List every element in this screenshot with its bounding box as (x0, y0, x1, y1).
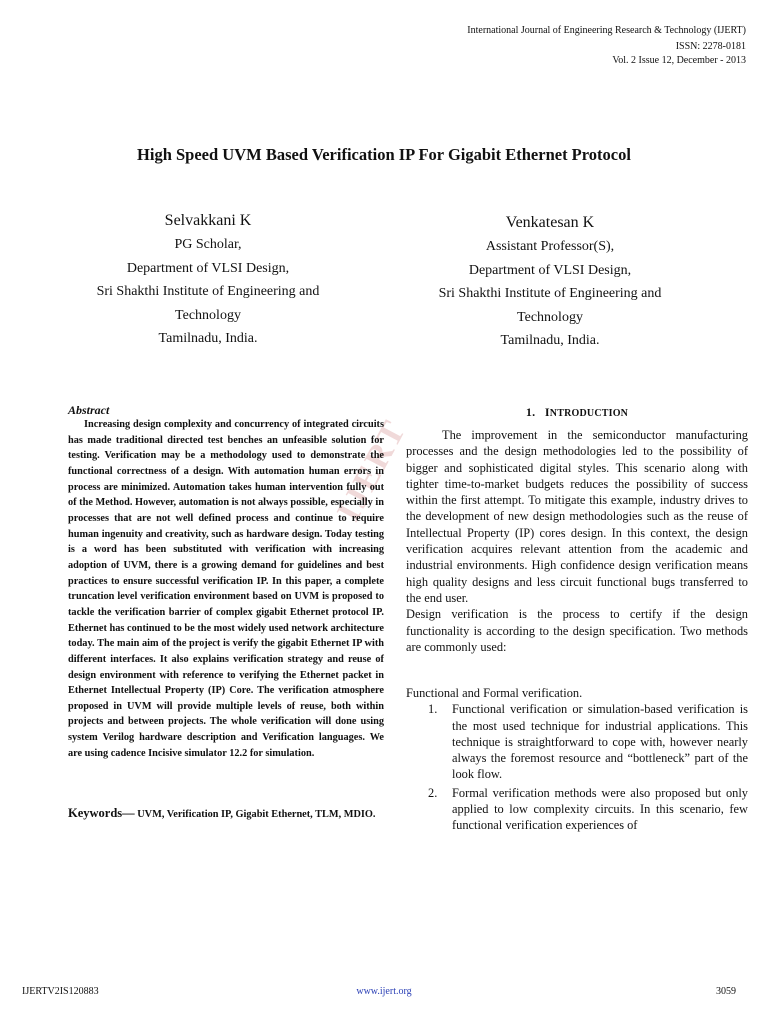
intro-paragraph-2: Design verification is the process to certify if the design functionality is according to the design specification. Two methods are commonly used: (406, 607, 748, 654)
keywords-text: UVM, Verification IP, Gigabit Ethernet, TLM, MDIO. (134, 809, 376, 820)
abstract-heading: Abstract (68, 403, 110, 417)
author-role: PG Scholar, (174, 237, 242, 252)
list-item-number: 2. (428, 785, 438, 800)
author-institute: Sri Shakthi Institute of Engineering and (438, 286, 662, 301)
introduction-body (406, 427, 748, 655)
list-item (406, 701, 748, 782)
author-location: Tamilnadu, India. (158, 331, 258, 346)
list-item-text: Functional verification or simulation-based verification is the most used technique for industrial applications. This technique is straightforward to cope with, however nearly always the foremost resource and “bottleneck” part of the look flow. (452, 702, 748, 782)
paper-id: IJERTV2IS120883 (22, 986, 99, 997)
paper-title: High Speed UVM Based Verification IP For Gigabit Ethernet Protocol (137, 145, 631, 164)
section-heading-introduction (406, 405, 748, 420)
author-location: Tamilnadu, India. (500, 333, 600, 348)
author-block-1 (58, 209, 358, 351)
author-dept: Department of VLSI Design, (126, 260, 290, 276)
author-institute-cont: Technology (175, 307, 241, 323)
page-number: 3059 (716, 986, 736, 997)
author-institute-cont: Technology (517, 309, 583, 325)
keywords (68, 806, 384, 822)
section-title-rest: NTRODUCTION (549, 408, 629, 419)
author-name: Selvakkani K (164, 212, 252, 229)
author-name: Venkatesan K (505, 214, 595, 231)
methods-list (406, 701, 748, 833)
verification-methods (406, 685, 748, 834)
watermark: IJERT (330, 413, 414, 528)
list-item-text: Formal verification methods were also proposed but only applied to low complexity circuits. In this scenario, few functional verification experiences of (452, 785, 748, 833)
abstract-body (68, 417, 384, 761)
keywords-label: Keywords— (68, 806, 135, 820)
section-title-initial: I (544, 405, 550, 419)
list-item (406, 785, 748, 834)
intro-paragraph-3: Functional and Formal verification. (406, 686, 583, 700)
website-link[interactable]: www.ijert.org (356, 986, 412, 997)
author-role: Assistant Professor(S), (485, 239, 615, 254)
intro-paragraph-1: The improvement in the semiconductor manufacturing processes and the design methodologies led to the possibility of bigger and sophisticated digital styles. This scenario along with tighter time-to-market budgets reduces the possibility of success within the first attempt. To mitigate this example, industry drives to the development of new design methodologies such as the reuse of Intellectual Property (IP) cores design. In this context, the design verification acquires relevant attention from the academic and industrial environments. High confidence design verification means high quality designs and less circuit functional bugs transferred to the end user. (406, 428, 748, 605)
author-dept: Department of VLSI Design, (468, 262, 632, 278)
abstract-text: Increasing design complexity and concurrency of integrated circuits has made traditional directed test benches an unfeasible solution for testing. Verification may be a methodology used to demonstrate the functional correctness of a design. With automation human errors in process are minimized. Automation takes human intervention fully out of the Method. However, automation is not always possible, especially in processes that are not well defined process and continue to require human ingenuity and creativity, such as hardware design. Today testing is a word has been substituted with verification with increasing adoption of UVM, there is a growing demand for guidelines and best practices to ensure successful verification IP. In this paper, a complete truncation level verification environment based on UVM is proposed to tackle the verification barrier of complex gigabit Ethernet protocol IP. Ethernet has continued to be the most widely used network architecture today. The main aim of the project is verify the gigabit Ethernet IP with different interfaces. It also explains verification strategy and reuse of design environment with reference to verifying the Ethernet packet in Ethernet Intellectual Property (IP) Core. The verification atmosphere proposed in UVM will provide multiple levels of reuse, both within projects and between projects. The whole verification will done using system Verilog hardware description and Verification languages. We are using cadence Incisive simulator 12.2 for simulation. (68, 419, 384, 759)
volume-issue: Vol. 2 Issue 12, December - 2013 (612, 55, 746, 66)
author-institute: Sri Shakthi Institute of Engineering and (96, 284, 320, 299)
section-number: 1. (525, 405, 536, 419)
author-block-2 (400, 211, 700, 353)
list-item-number: 1. (428, 702, 438, 717)
issn: ISSN: 2278-0181 (675, 41, 746, 52)
journal-name: International Journal of Engineering Research & Technology (IJERT) (467, 25, 746, 36)
